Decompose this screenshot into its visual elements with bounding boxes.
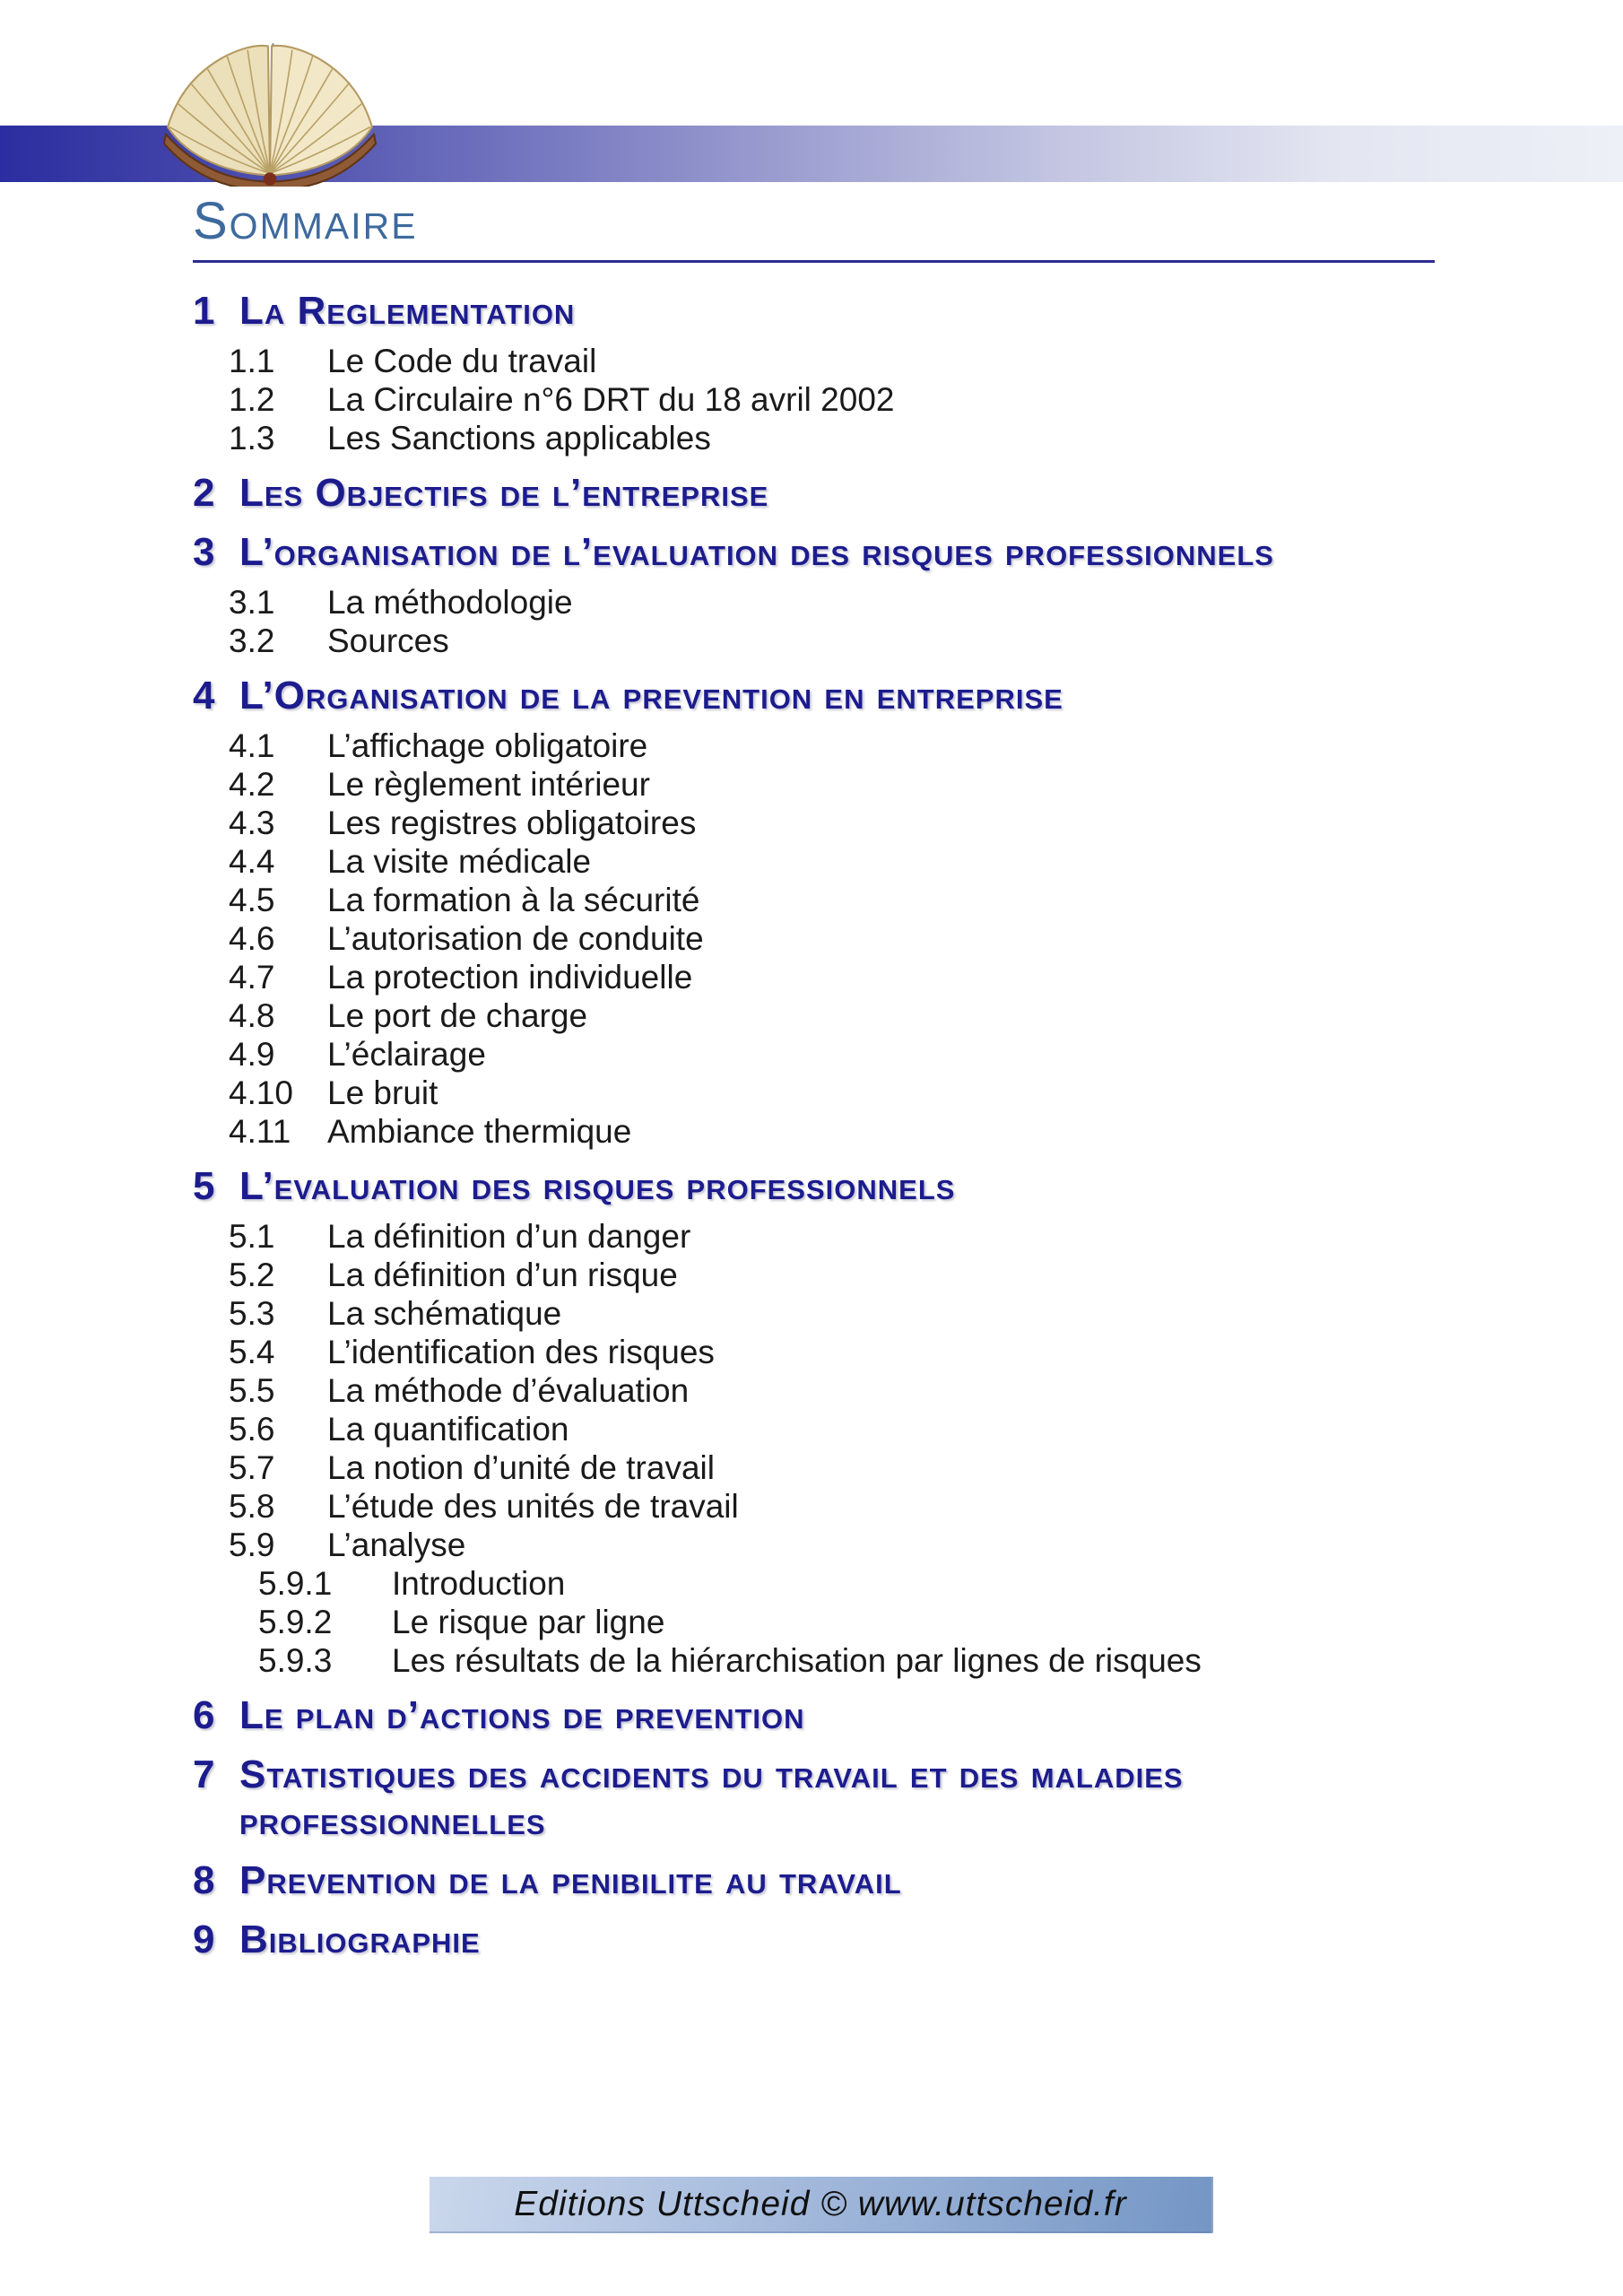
toc-item-4-5 (0, 881, 1623, 919)
item-title: L’identification des risques (327, 1334, 715, 1370)
item-title: La formation à la sécurité (327, 882, 700, 918)
toc-item-1-2 (0, 380, 1623, 419)
item-title: Le règlement intérieur (327, 766, 650, 803)
item-title: Les Sanctions applicables (327, 420, 711, 457)
section-number: 3 (193, 530, 216, 574)
toc-item-5-9-2 (0, 1603, 1623, 1641)
item-title: Sources (327, 622, 449, 659)
toc-section-7 (0, 1752, 1623, 1845)
section-title: L’evaluation des risques professionnels (239, 1164, 956, 1208)
item-title: La quantification (327, 1411, 569, 1448)
item-title: L’étude des unités de travail (327, 1488, 739, 1525)
toc-item-5-9 (0, 1526, 1623, 1564)
title-divider (193, 260, 1435, 263)
item-number: 3.2 (229, 622, 275, 659)
section-title: Statistiques des accidents du travail et des maladies professionnelles (239, 1752, 1184, 1843)
toc-section-8 (0, 1857, 1623, 1904)
item-title: L’analyse (327, 1526, 466, 1563)
toc-item-3-1 (0, 583, 1623, 622)
item-title: La schématique (327, 1295, 562, 1332)
item-title: La méthodologie (327, 584, 573, 621)
item-number: 4.8 (229, 997, 275, 1034)
toc-item-5-9-1 (0, 1564, 1623, 1603)
item-number: 5.1 (229, 1218, 275, 1255)
section-title: La Reglementation (239, 289, 576, 333)
item-title: Introduction (392, 1565, 566, 1602)
item-number: 3.1 (229, 584, 275, 621)
toc-item-4-1 (0, 726, 1623, 765)
toc-item-5-4 (0, 1333, 1623, 1371)
item-number: 5.9 (229, 1526, 275, 1563)
item-number: 4.11 (229, 1113, 291, 1150)
section-title: Le plan d’actions de prevention (239, 1693, 805, 1737)
item-number: 4.2 (229, 766, 275, 803)
item-title: La Circulaire n°6 DRT du 18 avril 2002 (327, 381, 895, 418)
toc-item-3-2 (0, 622, 1623, 660)
item-title: L’affichage obligatoire (327, 727, 648, 764)
item-title: Les résultats de la hiérarchisation par lignes de risques (392, 1642, 1202, 1679)
section-number: 4 (193, 674, 216, 718)
item-number: 4.4 (229, 843, 275, 880)
item-title: Le port de charge (327, 997, 588, 1034)
item-title: L’autorisation de conduite (327, 920, 704, 957)
toc-item-4-11 (0, 1112, 1623, 1151)
toc-item-4-7 (0, 958, 1623, 996)
toc-item-4-2 (0, 765, 1623, 804)
item-number: 4.9 (229, 1036, 275, 1073)
footer-banner (430, 2177, 1213, 2233)
toc-item-4-6 (0, 919, 1623, 958)
section-title: L’Organisation de la prevention en entreprise (239, 674, 1063, 718)
item-number: 4.6 (229, 920, 275, 957)
toc-item-4-4 (0, 842, 1623, 881)
section-title: Prevention de la penibilite au travail (239, 1858, 902, 1902)
toc-section-5 (0, 1163, 1623, 1210)
toc-section-1 (0, 288, 1623, 335)
item-title: Les registres obligatoires (327, 804, 697, 841)
section-title: Les Objectifs de l’entreprise (239, 471, 769, 515)
toc-item-5-3 (0, 1294, 1623, 1333)
item-title: La définition d’un danger (327, 1218, 691, 1255)
section-number: 6 (193, 1693, 216, 1737)
item-number: 1.2 (229, 381, 275, 418)
toc-section-2 (0, 470, 1623, 517)
item-number: 4.1 (229, 727, 275, 764)
item-title: Le bruit (327, 1074, 438, 1111)
toc-item-4-9 (0, 1035, 1623, 1074)
item-number: 4.10 (229, 1074, 294, 1111)
item-number: 4.7 (229, 959, 275, 996)
page-title: Sommaire (193, 192, 418, 250)
item-title: Le Code du travail (327, 343, 597, 379)
item-number: 4.5 (229, 882, 275, 918)
item-number: 5.4 (229, 1334, 275, 1370)
item-number: 5.9.2 (258, 1604, 333, 1640)
item-number: 5.8 (229, 1488, 275, 1525)
section-number: 9 (193, 1918, 216, 1961)
item-number: 5.7 (229, 1449, 275, 1486)
section-number: 1 (193, 289, 216, 333)
toc-item-1-3 (0, 419, 1623, 457)
toc-item-5-8 (0, 1487, 1623, 1526)
item-title: L’éclairage (327, 1036, 486, 1073)
item-number: 5.6 (229, 1411, 275, 1448)
item-number: 1.3 (229, 420, 275, 457)
item-number: 5.3 (229, 1295, 275, 1332)
section-number: 2 (193, 471, 216, 515)
toc-item-5-6 (0, 1410, 1623, 1448)
toc-item-5-7 (0, 1448, 1623, 1487)
toc-item-4-3 (0, 804, 1623, 842)
item-number: 5.9.1 (258, 1565, 333, 1602)
item-number: 5.9.3 (258, 1642, 333, 1679)
item-number: 1.1 (229, 343, 275, 379)
toc-section-9 (0, 1917, 1623, 1963)
item-title: La notion d’unité de travail (327, 1449, 715, 1486)
toc-section-3 (0, 529, 1623, 576)
item-title: La visite médicale (327, 843, 592, 880)
toc-section-4 (0, 673, 1623, 719)
item-number: 4.3 (229, 804, 275, 841)
item-title: La protection individuelle (327, 959, 693, 996)
section-number: 5 (193, 1164, 216, 1208)
item-number: 5.2 (229, 1257, 275, 1293)
item-title: La définition d’un risque (327, 1257, 678, 1293)
toc-item-4-8 (0, 996, 1623, 1035)
item-title: Ambiance thermique (327, 1113, 632, 1150)
section-title: Bibliographie (239, 1918, 481, 1961)
toc-item-5-9-3 (0, 1641, 1623, 1680)
section-number: 8 (193, 1858, 216, 1902)
item-number: 5.5 (229, 1372, 275, 1409)
toc-section-6 (0, 1692, 1623, 1739)
toc-item-5-1 (0, 1217, 1623, 1256)
item-title: La méthode d’évaluation (327, 1372, 690, 1409)
toc-item-5-2 (0, 1256, 1623, 1294)
toc-item-1-1 (0, 342, 1623, 380)
section-title: L’organisation de l’evaluation des risques professionnels (239, 530, 1274, 574)
toc-item-5-5 (0, 1371, 1623, 1410)
item-title: Le risque par ligne (392, 1604, 665, 1640)
footer-text: Editions Uttscheid © www.uttscheid.fr (514, 2184, 1127, 2223)
toc-item-4-10 (0, 1074, 1623, 1112)
section-number: 7 (193, 1752, 216, 1796)
